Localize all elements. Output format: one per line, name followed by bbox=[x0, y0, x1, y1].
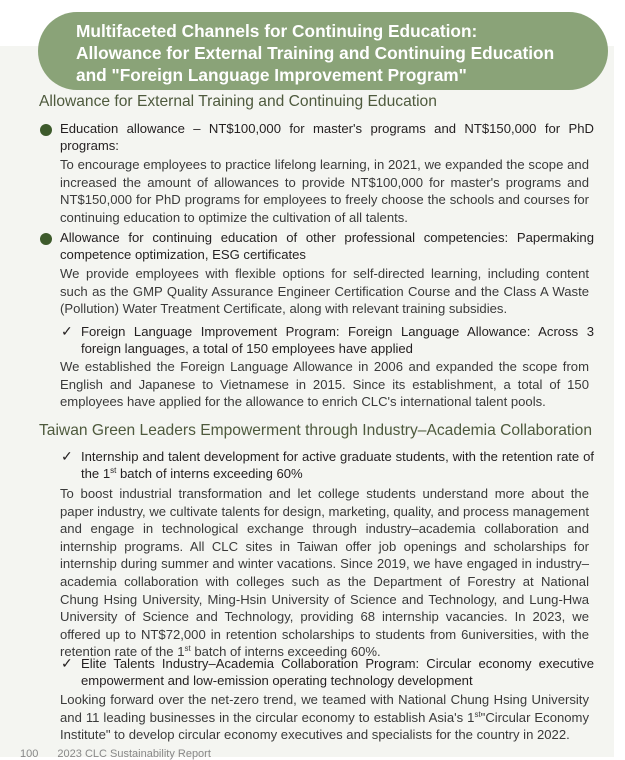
section-title: Taiwan Green Leaders Empowerment through Industry–Academia Collaboration bbox=[39, 422, 593, 439]
item-body bbox=[60, 485, 589, 661]
list-item-heading bbox=[39, 229, 594, 263]
page-header-banner bbox=[38, 12, 608, 90]
ordinal-suffix: st bbox=[474, 709, 481, 719]
list-item-heading bbox=[39, 120, 594, 154]
item-heading: Foreign Language Improvement Program: Foreign Language Allowance: Across 3 foreign languages, a total of 150 employees have applied bbox=[81, 324, 594, 356]
list-item-heading bbox=[39, 448, 594, 482]
body-text: batch of interns exceeding 60%. bbox=[190, 644, 381, 660]
list-item-heading bbox=[39, 655, 594, 689]
heading-text: Internship and talent development for active graduate students, with the retention rate of the 1 bbox=[81, 449, 594, 481]
item-body: We established the Foreign Language Allowance in 2006 and expanded the scope from English and Japanese to Vietnamese in 2015. Since its establishment, a total of 150 employees have applied for the allowance to enrich CLC's international talent pools. bbox=[60, 359, 589, 410]
item-heading: Elite Talents Industry–Academia Collaboration Program: Circular economy executive empowerment and low-emission operating technology development bbox=[81, 656, 594, 688]
body-text: To boost industrial transformation and let college students understand more about the paper industry, we cultivate talents for design, marketing, quality, and process management and engage in technological exchange through industry–academia collaboration and internship programs. All CLC sites in Taiwan offer job openings and scholarships for internship during summer and winter vacations. Since 2019, we have engaged in industry–academia collaboration with colleges such as the Department of Forestry at National Chung Hsing University, Ming-Hsin University of Science and Technology, and Lung-Hwa University of Science and Technology, providing 68 internship vacancies. In 2023, we offered up to NT$72,000 in retention scholarships to students from 6universities, with the retention rate of the 1 bbox=[60, 486, 589, 660]
item-body: To encourage employees to practice lifelong learning, in 2021, we expanded the scope and increased the amount of allowances to provide NT$100,000 for master's programs and NT$150,000 for PhD programs for employees to freely choose the schools and courses for continuing education to optimize the cultivation of all talents. bbox=[60, 157, 589, 225]
item-heading: Allowance for continuing education of other professional competencies: Papermaking competence optimization, ESG certificates bbox=[60, 230, 594, 262]
body-text: "Circular Economy Institute" to develop circular economy executives and specialists for the country in 2022. bbox=[60, 709, 589, 743]
checkmark-icon: ✓ bbox=[61, 323, 73, 339]
item-heading bbox=[81, 448, 594, 482]
heading-text: batch of interns exceeding 60% bbox=[116, 466, 303, 481]
item-body bbox=[60, 691, 589, 744]
list-item-heading bbox=[39, 323, 594, 357]
body-text: Looking forward over the net-zero trend, we teamed with National Chung Hsing University and 11 leading businesses in the circular economy to establish Asia's 1 bbox=[60, 692, 589, 725]
bullet-dot-icon bbox=[40, 233, 52, 245]
page-number: 100 bbox=[20, 748, 39, 760]
page-footer bbox=[20, 748, 211, 760]
header-title-line: Allowance for External Training and Continuing Education bbox=[76, 43, 555, 63]
report-name: 2023 CLC Sustainability Report bbox=[57, 748, 211, 760]
header-title-line: Multifaceted Channels for Continuing Education: bbox=[76, 21, 478, 41]
checkmark-icon: ✓ bbox=[61, 448, 73, 464]
bullet-dot-icon bbox=[40, 124, 52, 136]
item-body: We provide employees with flexible options for self-directed learning, including content such as the GMP Quality Assurance Engineer Certification Course and the Class A Waste (Pollution) Water Treatment Certificate, along with relevant training subsidies. bbox=[60, 266, 589, 317]
section-title: Allowance for External Training and Continuing Education bbox=[39, 93, 437, 110]
ordinal-suffix: st bbox=[184, 644, 191, 654]
ordinal-suffix: st bbox=[110, 466, 117, 475]
checkmark-icon: ✓ bbox=[61, 655, 73, 671]
header-title-line: and "Foreign Language Improvement Program" bbox=[76, 65, 467, 85]
item-heading: Education allowance – NT$100,000 for master's programs and NT$150,000 for PhD programs: bbox=[60, 121, 594, 153]
